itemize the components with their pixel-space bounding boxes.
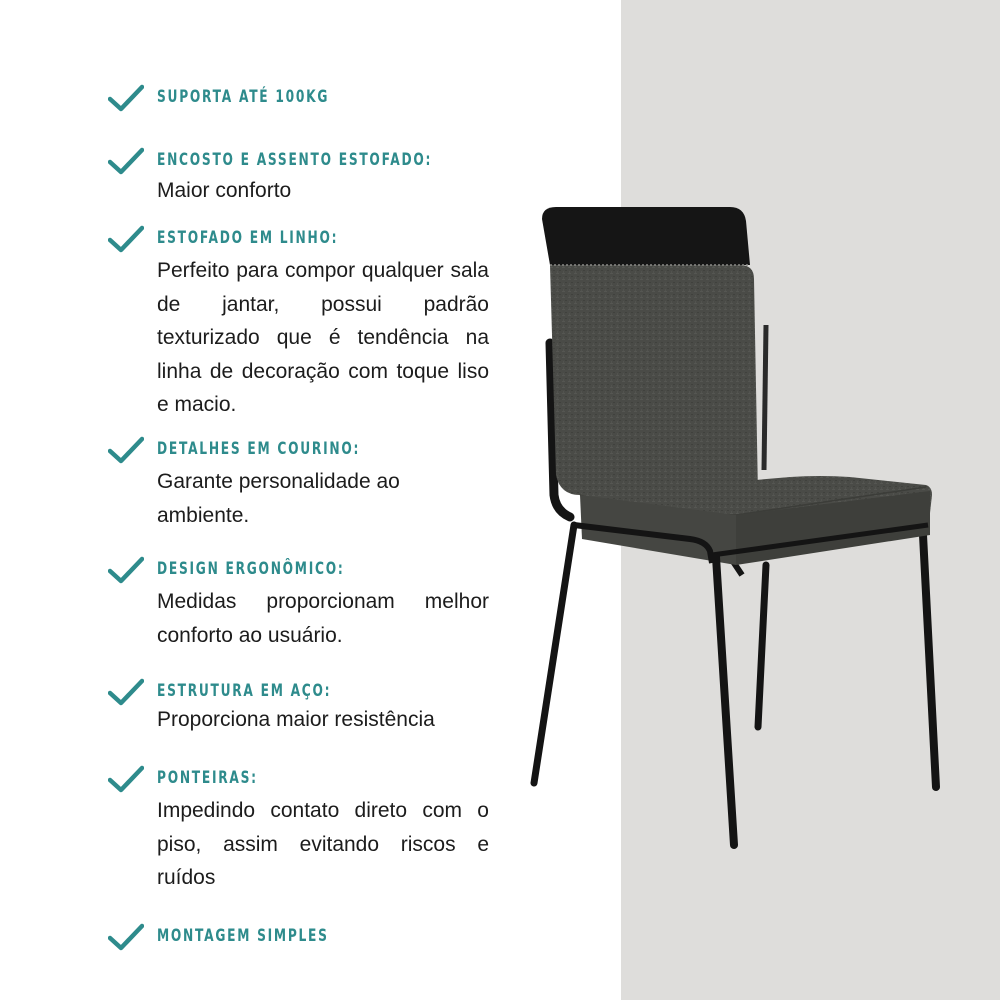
feature-title: DETALHES EM COURINO: xyxy=(157,439,361,459)
check-icon xyxy=(108,554,144,586)
feature-description: Medidas proporcionam melhor conforto ao usuário. xyxy=(157,590,489,647)
chair-image xyxy=(520,195,950,855)
feature-title: ENCOSTO E ASSENTO ESTOFADO: xyxy=(157,150,433,170)
check-icon xyxy=(108,145,144,177)
feature-title: SUPORTA ATÉ 100KG xyxy=(157,87,330,107)
feature-title: PONTEIRAS: xyxy=(157,768,258,788)
feature-title: MONTAGEM SIMPLES xyxy=(157,926,329,946)
check-icon xyxy=(108,921,144,953)
feature-title: ESTOFADO EM LINHO: xyxy=(157,228,339,248)
feature-description: Perfeito para compor qualquer sala de jantar, possui padrão texturizado que é tendência na linha de decoração com toque liso e macio. xyxy=(157,259,489,416)
feature-description: Impedindo contato direto com o piso, assim evitando riscos e ruídos xyxy=(157,799,489,889)
feature-title: ESTRUTURA EM AÇO: xyxy=(157,681,332,701)
check-icon xyxy=(108,434,144,466)
feature-description: Maior conforto xyxy=(157,179,292,202)
feature-title: DESIGN ERGONÔMICO: xyxy=(157,559,345,579)
check-icon xyxy=(108,676,144,708)
feature-description: Garante personalidade ao ambiente. xyxy=(157,470,400,527)
check-icon xyxy=(108,223,144,255)
feature-description: Proporciona maior resistência xyxy=(157,708,435,731)
check-icon xyxy=(108,82,144,114)
check-icon xyxy=(108,763,144,795)
